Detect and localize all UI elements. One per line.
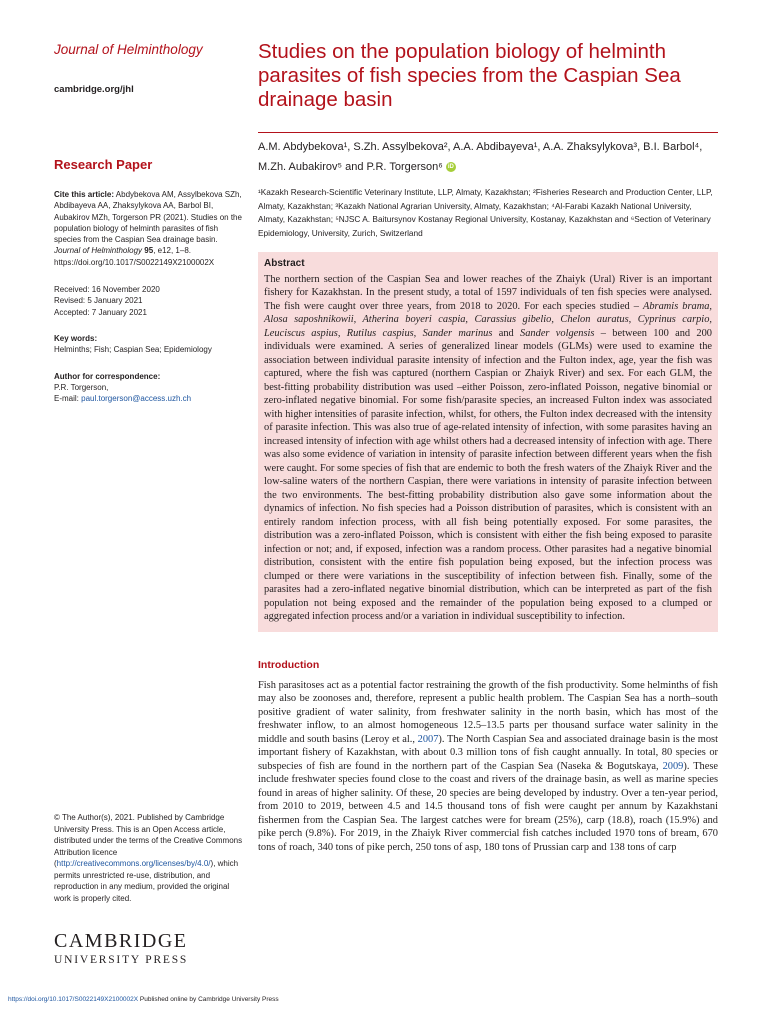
abstract-text	[264, 273, 712, 624]
intro-part-c: ). These include freshwater species found close to the coast and rivers of the drainage basin, as well as marine species found in areas of higher salinity. Of these, 20 species are being developed by industry. Over a ten-year period, from 2010 to 2019, between 4.5 and 14.5 thousand tons of fish were caught per annum by Kazakhstani fishermen from the Caspian Sea. The largest catches were for bream (25%), carp (18.8), roach (15.9%) and pike perch (9.8%). For 2019, in the Zhaiyk River commercial fish catches included 1970 tons of bream, 670 tons of roach, 340 tons of pike perch, 250 tons of asp, 180 tons of Prussian carp and 138 tons of carp	[258, 760, 719, 853]
accepted-date: Accepted: 7 January 2021	[54, 307, 147, 317]
footer-published: Published online by Cambridge University Press	[138, 996, 279, 1003]
received-date: Received: 16 November 2020	[54, 285, 160, 295]
abstract-and: and	[492, 327, 521, 339]
logo-university-press: UNIVERSITY PRESS	[54, 954, 189, 966]
keywords-label: Key words:	[54, 333, 98, 343]
license-text-a: © The Author(s), 2021. Published by Cambridge University Press. This is an Open Access article, distributed under the terms of the Creative Commons Attribution licence (	[54, 813, 243, 868]
authors-text: A.M. Abdybekova¹, S.Zh. Assylbekova², A.A. Abdibayeva¹, A.A. Zhaksylykova³, B.I. Barbol⁴, M.Zh. Aubakirov⁵ and P.R. Torgerson⁶	[258, 141, 703, 173]
sidebar	[54, 42, 244, 404]
intro-text	[258, 679, 718, 855]
dates	[54, 284, 244, 318]
keywords	[54, 333, 244, 356]
abstract-species-2: Sander volgensis	[520, 327, 595, 339]
intro-ref-2007[interactable]: 2007	[417, 733, 439, 745]
article-title: Studies on the population biology of helminth parasites of fish species from the Caspian Sea drainage basin	[258, 40, 681, 111]
corr-label: Author for correspondence:	[54, 371, 161, 381]
intro-part-a: Fish parasitoses act as a potential factor restraining the growth of the fish productivity. Some helminths of fish may also be zoonoses and, therefore, represent a public health problem. The Caspian Sea has a north–south positive gradient of water salinity, from freshwater salinity in the north basin, which has most of the freshwater inflow, to an almost homogeneous 12.5–13.5 parts per thousand surface water salinity in the middle and south basins (Leroy et al.,	[258, 679, 718, 745]
cite-volume: 95	[144, 246, 154, 256]
affiliations: ¹Kazakh Research-Scientific Veterinary Institute, LLP, Almaty, Kazakhstan; ²Fisheries Research and Production Center, LLP, Almaty, Kazakhstan; ³Kazakh National Agrarian University, Almaty, Kazakhstan; ⁴Al-Farabi Kazakh National University, Almaty, Kazakhstan; ⁵NJSC A. Baitursynov Kostanay Regional University, Kostanay, Kazakhstan and ⁶Section of Veterinary Epidemiology, University, Zurich, Switzerland	[258, 187, 713, 239]
journal-url[interactable]: cambridge.org/jhl	[54, 84, 134, 95]
article-main	[258, 40, 718, 854]
cambridge-logo	[54, 930, 244, 966]
abstract-box	[258, 252, 718, 632]
author-list	[258, 137, 718, 177]
cite-rest: , e12, 1–8. https://doi.org/10.1017/S0022149X2100002X	[54, 246, 215, 267]
footer-doi-link[interactable]: https://doi.org/10.1017/S0022149X2100002X	[8, 996, 139, 1003]
article-type: Research Paper	[54, 157, 153, 172]
license-notice	[54, 812, 244, 904]
intro-part-b: ). The North Caspian Sea and associated drainage basin is the most important fishery of Kazakhstan, with about 0.3 million tons of fish caught annually. In total, 80 species or subspecies of fish are found in the northern part of the Caspian Sea (Naseka & Bogutskaya,	[258, 733, 718, 772]
cite-label: Cite this article:	[54, 190, 115, 199]
title-divider	[258, 132, 718, 133]
abstract-species: Abramis brama, Alosa saposhnikowii, Atherina boyeri caspia, Carassius gibelio, Chelon auratus, Cyprinus carpio, Leuciscus aspius, Rutilus caspius, Sander marinus	[264, 300, 712, 339]
corr-email-line	[54, 393, 244, 404]
citation	[54, 189, 244, 268]
license-text-b: ), which permits unrestricted re-use, distribution, and reproduction in any medium, provided the original work is properly cited.	[54, 859, 239, 903]
intro-heading: Introduction	[258, 658, 320, 671]
cite-journal: Journal of Helminthology	[54, 246, 143, 256]
abstract-part-b: – between 100 and 200 individuals were examined. A series of generalized linear models (GLMs) were used to examine the association between individual parasite intensity of infection and the Fulton index, age, year the fish was captured, where the fish was captured (northern Caspian or Zhaiyk River) and sex. For each GLM, the best-fitting probability distribution was used –either Poisson, zero-inflated Poisson, negative binomial or zero-inflated negative binomial. For some fish/parasite species, an increased Fulton index was associated with higher intensities of parasite infection, whilst, for others, the Fulton index decreased with the intensity of parasite infection. This was also true of age-related intensity of infection, with some parasites having an increased intensity of infection with age whilst others had a decreased intensity of infection with age. There was also some evidence of variation in intensity of parasite infection between different years when the fish were caught. For some species of fish that are endemic to both the fresh waters of the Zhaiyk River and the low-saline waters of the northern Caspian, there were variations in intensity of parasite infection between the two environments. The best-fitting probability distribution also gave some information about the dynamics of infection. No fish species had a Poisson distribution of parasites, which is consistent with an entirely random infection process, with all fish being potentially exposed. For some parasites, the distribution was a zero-inflated Poisson, which is consistent with either the fish being exposed to parasite infection or not; and, if exposed, infection was a random process. Other parasites had a negative binomial distribution, consistent with the entire fish population being exposed, but the infection process was clumped or there were variations in the susceptibility of infection between fish. Finally, some of the parasites had a zero-inflated negative binomial distribution, which can be interpreted as part of the fish population not being exposed and the remainder of the population being exposed to a clumped or aggregated infection process and/or a variation in individual susceptibility to infection.	[264, 327, 712, 623]
corr-email-label: E-mail:	[54, 394, 82, 404]
corr-name: P.R. Torgerson,	[54, 382, 109, 392]
corr-email-link[interactable]: paul.torgerson@access.uzh.ch	[81, 394, 192, 404]
logo-cambridge: CAMBRIDGE	[54, 930, 188, 952]
page-footer	[8, 996, 279, 1003]
journal-name: Journal of Helminthology	[54, 42, 203, 57]
keywords-list: Helminths; Fish; Caspian Sea; Epidemiology	[54, 345, 212, 355]
orcid-icon[interactable]: iD	[447, 164, 454, 171]
abstract-part-a: The northern section of the Caspian Sea and lower reaches of the Zhaiyk (Ural) River is an important fishery for Kazakhstan. In the present study, a total of 1597 individuals of ten fish species were analysed. The fish were caught over three years, from 2018 to 2020. For each species studied –	[264, 273, 712, 312]
intro-ref-2009[interactable]: 2009	[662, 760, 684, 772]
license-link[interactable]: http://creativecommons.org/licenses/by/4.0/	[56, 859, 211, 868]
correspondence	[54, 371, 244, 405]
revised-date: Revised: 5 January 2021	[54, 296, 143, 306]
cite-text: Abdybekova AM, Assylbekova SZh, Abdibayeva AA, Zhaksylykova AA, Barbol BI, Aubakirov MZh, Torgerson PR (2021). Studies on the population biology of helminth parasites of fish species from the Caspian Sea drainage basin.	[54, 190, 242, 245]
abstract-heading: Abstract	[264, 257, 305, 269]
